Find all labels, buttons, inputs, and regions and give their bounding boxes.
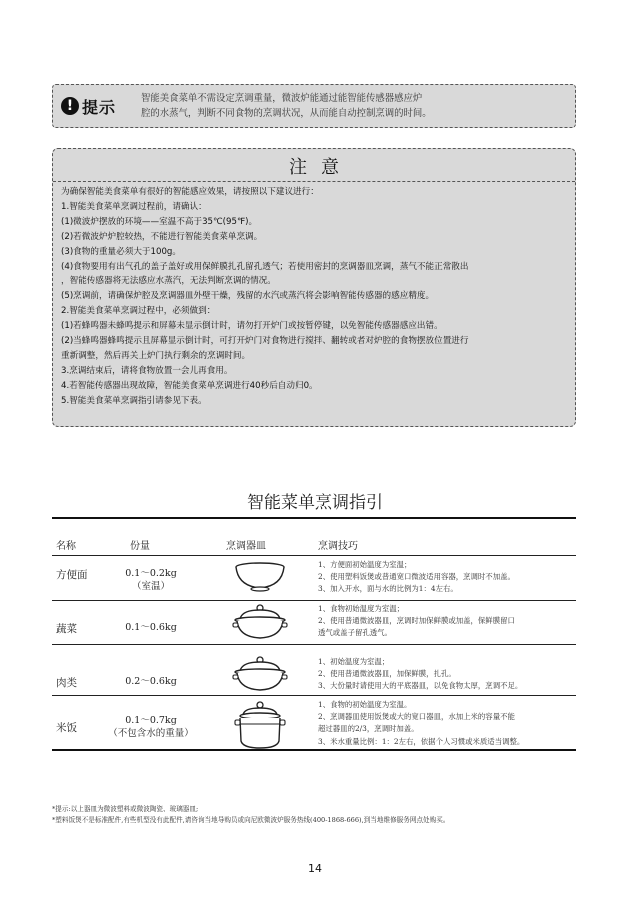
row-tips [318,603,580,640]
caution-line: (5)烹调前，请确保炉腔及烹调器皿外壁干燥，残留的水汽或蒸汽将会影响智能传感器的感应精度。 [61,291,435,302]
tip-line: 智能美食菜单不需设定烹调重量，微波炉能通过能智能传感器感应炉 [141,93,423,104]
tip-item: 超过器皿的2/3，烹调时加盖。 [318,724,419,734]
caution-line: (1)若蜂鸣器未蜂鸣提示和屏幕未显示倒计时，请勿打开炉门或按暂停键，以免智能传感器感应出错。 [61,321,443,332]
row-portion [96,714,206,740]
tip-item: 2、烹调器皿使用饭煲或大的宽口器皿，水加上米的容量不能 [318,712,515,722]
footnotes [52,804,592,826]
covered-dish-icon [232,603,288,641]
header-vessel: 烹调器皿 [226,541,266,552]
portion-line: 0.1～0.2kg [125,568,177,579]
portion-line: （室温） [131,581,170,592]
header-name: 名称 [56,541,76,552]
bowl-icon [232,562,288,592]
caution-line: 重新调整，然后再关上炉门执行剩余的烹调时间。 [61,350,251,361]
row-name: 肉类 [56,677,77,689]
portion-line: 0.2～0.6kg [125,676,177,687]
tip-title: 提示 [82,97,117,117]
caution-line: ，智能传感器将无法感应水蒸汽，无法判断烹调的情况。 [61,276,276,287]
tip-item: 2、使用普通微波器皿，加保鲜膜，扎孔。 [318,669,456,679]
guide-title: 智能菜单烹调指引 [247,493,383,513]
footnote: *塑料饭煲不是标准配件,有些机型没有此配件,请咨询当地导购员或向尼欧微波炉服务热线(400-1868-666),到当地维修服务网点处购买。 [52,816,450,824]
header-rule [52,555,576,556]
row-portion [96,675,206,688]
caution-line: (3)食物的重量必须大于100g。 [61,246,181,257]
tip-item: 1、方便面初始温度为室温； [318,560,412,569]
row-rule [52,695,576,696]
row-tips [318,559,580,596]
row-name: 蔬菜 [56,623,77,635]
caution-line: (4)食物要用有出气孔的盖子盖好或用保鲜膜扎孔留孔透气；若使用密封的烹调器皿烹调，蒸气不能正常散出 [61,261,469,272]
row-name: 米饭 [56,722,77,734]
tip-line: 腔的水蒸气，判断不同食物的烹调状况，从而能自动控制烹调的时间。 [141,108,432,119]
caution-line: (1)微波炉摆放的环境——室温不高于35℃(95℉)。 [61,216,258,227]
caution-body [61,185,571,409]
tip-item: 透气或盖子留孔透气。 [318,628,392,638]
covered-dish-icon [232,655,288,693]
tip-item: 3、加入开水，面与水的比例为1：4左右。 [318,584,458,594]
tip-item: 1、初始温度为室温； [318,657,390,666]
rice-cooker-icon [234,699,286,751]
caution-box [52,148,576,427]
row-rule [52,600,576,601]
tip-box [52,84,576,128]
tip-item: 3、米水重量比例：1：2左右，依据个人习惯或米质适当调整。 [318,736,525,746]
portion-line: 0.1～0.7kg [125,715,177,726]
portion-line: （不包含水的重量） [108,728,194,739]
header-tips: 烹调技巧 [318,541,358,552]
page-number: 14 [308,862,322,875]
table-top-rule [52,517,576,519]
row-name: 方便面 [56,569,88,581]
table-bottom-rule [52,749,576,751]
caution-line: 1.智能美食菜单烹调过程前，请确认： [61,201,207,212]
caution-line: 5.智能美食菜单烹调指引请参见下表。 [61,395,207,406]
row-tips [318,656,580,693]
caution-line: (2)若微波炉炉腔较热，不能进行智能美食菜单烹调。 [61,231,263,242]
caution-line: 为确保智能美食菜单有很好的智能感应效果，请按照以下建议进行： [61,187,319,197]
row-rule [52,644,576,645]
footnote: *提示:以上器皿为微波塑料或微波陶瓷、玻璃器皿; [52,805,199,813]
caution-header [53,149,575,182]
row-portion [96,621,206,634]
tip-label [61,95,116,117]
caution-line: (2)当蜂鸣器蜂鸣提示且屏幕显示倒计时，可打开炉门对食物进行搅拌、翻转或者对炉腔的食物摆放位置进行 [61,336,469,347]
tip-item: 1、食物初始温度为室温； [318,604,405,613]
row-portion [96,567,206,593]
exclamation-icon: ! [61,97,79,115]
header-portion: 份量 [130,541,150,552]
tip-item: 2、使用塑料饭煲或普通宽口微波适用容器，烹调时不加盖。 [318,572,515,582]
tip-text [141,91,561,121]
caution-title: 注意 [289,157,353,178]
caution-line: 2.智能美食菜单烹调过程中，必须做到： [61,306,216,317]
caution-line: 4.若智能传感器出现故障，智能美食菜单烹调进行40秒后自动归0。 [61,380,318,391]
tip-item: 3、大份量时请使用大的平底器皿，以免食物太厚，烹调不足。 [318,681,523,691]
row-tips [318,699,580,748]
tip-item: 2、使用普通微波器皿，烹调时加保鲜膜或加盖，保鲜膜留口 [318,616,515,626]
portion-line: 0.1～0.6kg [125,622,177,633]
tip-item: 1、食物的初始温度为室温。 [318,700,412,709]
caution-line: 3.烹调结束后，请将食物放置一会儿再食用。 [61,365,233,376]
